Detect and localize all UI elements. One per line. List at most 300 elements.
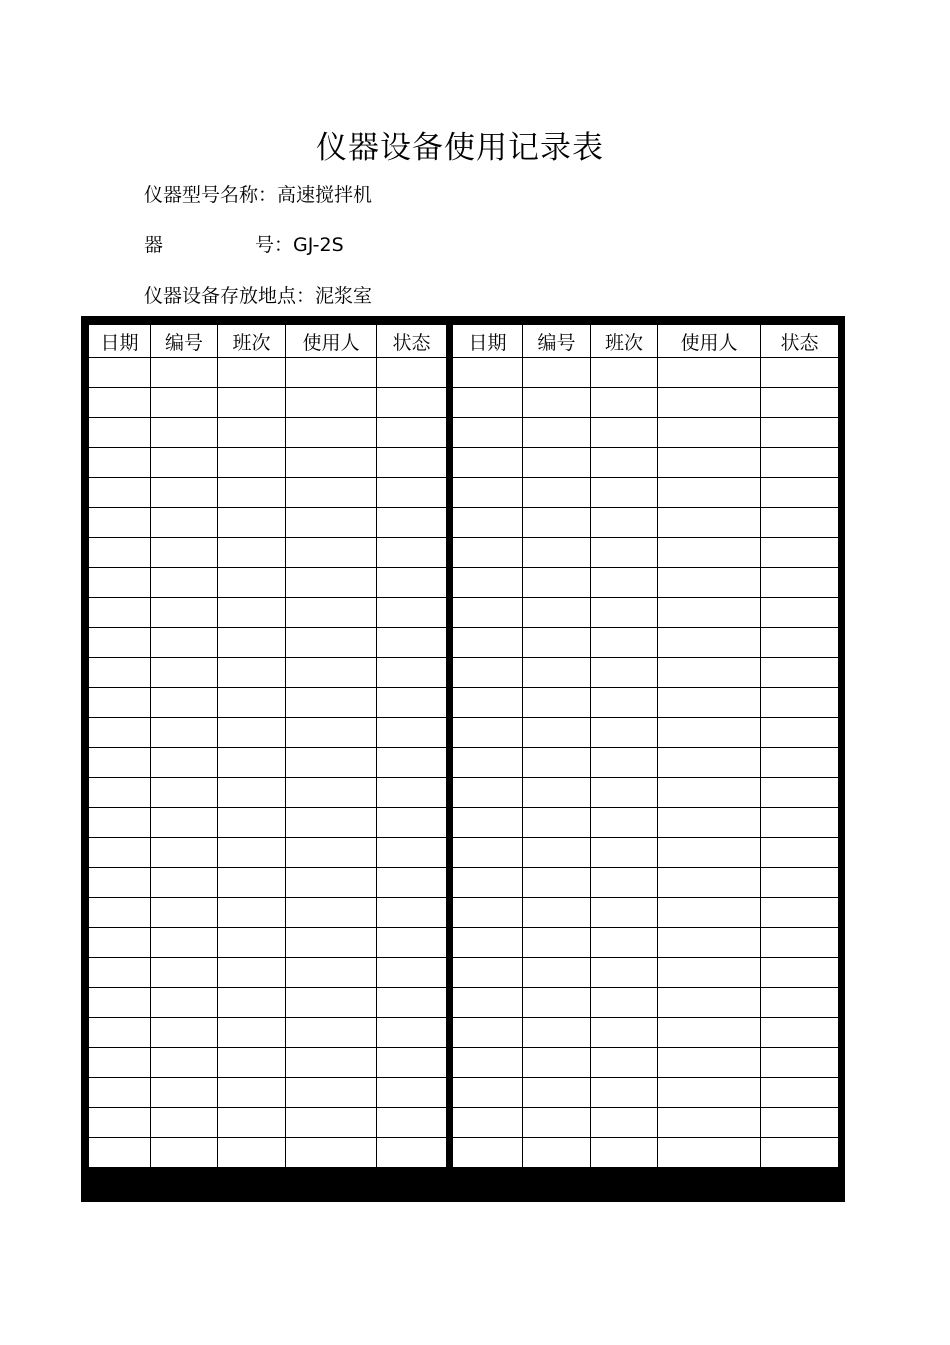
cell-shift	[591, 628, 658, 658]
cell-number	[523, 868, 591, 898]
table-row	[89, 1018, 447, 1048]
cell-date	[453, 928, 523, 958]
cell-number	[523, 628, 591, 658]
cell-shift	[218, 1048, 286, 1078]
cell-number	[151, 748, 218, 778]
header-row	[453, 325, 839, 358]
cell-date	[453, 958, 523, 988]
cell-date	[453, 568, 523, 598]
cell-shift	[591, 988, 658, 1018]
table-row	[89, 808, 447, 838]
cell-status	[761, 478, 839, 508]
table-row	[453, 1078, 839, 1108]
cell-shift	[591, 838, 658, 868]
cell-shift	[218, 1108, 286, 1138]
cell-number	[523, 688, 591, 718]
cell-date	[89, 1048, 151, 1078]
table-row	[89, 1078, 447, 1108]
cell-date	[453, 868, 523, 898]
cell-status	[761, 898, 839, 928]
cell-status	[377, 1048, 447, 1078]
cell-number	[523, 928, 591, 958]
cell-number	[523, 718, 591, 748]
cell-shift	[218, 838, 286, 868]
cell-status	[761, 1108, 839, 1138]
header-user: 使用人	[658, 325, 761, 358]
table-row	[453, 1108, 839, 1138]
cell-user	[658, 688, 761, 718]
table-row	[89, 718, 447, 748]
cell-date	[89, 538, 151, 568]
cell-date	[453, 1018, 523, 1048]
cell-number	[523, 598, 591, 628]
cell-date	[89, 658, 151, 688]
cell-number	[523, 748, 591, 778]
cell-number	[151, 358, 218, 388]
cell-date	[89, 718, 151, 748]
cell-shift	[218, 1078, 286, 1108]
cell-shift	[591, 868, 658, 898]
cell-shift	[591, 538, 658, 568]
cell-number	[523, 538, 591, 568]
cell-date	[89, 688, 151, 718]
table-row	[453, 508, 839, 538]
table-row	[89, 568, 447, 598]
cell-date	[89, 748, 151, 778]
table-row	[89, 598, 447, 628]
cell-number	[523, 808, 591, 838]
cell-number	[523, 658, 591, 688]
table-row	[89, 1108, 447, 1138]
cell-date	[89, 628, 151, 658]
cell-number	[151, 598, 218, 628]
model-value: 高速搅拌机	[277, 184, 373, 206]
cell-shift	[218, 868, 286, 898]
cell-date	[89, 598, 151, 628]
header-date: 日期	[453, 325, 523, 358]
cell-user	[658, 1078, 761, 1108]
cell-date	[453, 778, 523, 808]
cell-user	[658, 838, 761, 868]
cell-user	[658, 958, 761, 988]
cell-date	[453, 658, 523, 688]
cell-user	[658, 928, 761, 958]
cell-user	[658, 1108, 761, 1138]
cell-status	[377, 1018, 447, 1048]
header-number: 编号	[523, 325, 591, 358]
cell-date	[453, 598, 523, 628]
cell-number	[151, 508, 218, 538]
cell-user	[658, 478, 761, 508]
cell-shift	[591, 1018, 658, 1048]
cell-status	[377, 718, 447, 748]
cell-shift	[218, 598, 286, 628]
table-row	[89, 898, 447, 928]
cell-number	[151, 958, 218, 988]
cell-number	[523, 478, 591, 508]
cell-shift	[591, 958, 658, 988]
cell-number	[151, 1138, 218, 1168]
cell-user	[286, 778, 377, 808]
cell-number	[523, 1078, 591, 1108]
cell-number	[523, 988, 591, 1018]
table-row	[89, 1048, 447, 1078]
cell-shift	[218, 988, 286, 1018]
cell-status	[761, 388, 839, 418]
cell-date	[453, 448, 523, 478]
table-row	[453, 808, 839, 838]
header-shift: 班次	[218, 325, 286, 358]
cell-status	[377, 388, 447, 418]
cell-date	[89, 418, 151, 448]
cell-user	[658, 778, 761, 808]
number-value: GJ-2S	[293, 234, 344, 256]
cell-user	[286, 448, 377, 478]
cell-date	[89, 1138, 151, 1168]
cell-shift	[218, 928, 286, 958]
cell-shift	[591, 748, 658, 778]
table-row	[89, 658, 447, 688]
cell-status	[761, 778, 839, 808]
table-row	[453, 448, 839, 478]
cell-user	[286, 1138, 377, 1168]
cell-date	[89, 1018, 151, 1048]
cell-date	[453, 1078, 523, 1108]
table-row	[453, 478, 839, 508]
cell-user	[286, 568, 377, 598]
cell-shift	[218, 1138, 286, 1168]
table-row	[453, 958, 839, 988]
cell-status	[761, 868, 839, 898]
cell-date	[453, 838, 523, 868]
cell-date	[89, 1078, 151, 1108]
page-title: 仪器设备使用记录表	[316, 130, 604, 166]
cell-status	[377, 358, 447, 388]
cell-status	[377, 538, 447, 568]
cell-user	[658, 1048, 761, 1078]
cell-status	[761, 958, 839, 988]
table-row	[453, 778, 839, 808]
record-table-right	[452, 324, 839, 1168]
cell-date	[453, 418, 523, 448]
table-row	[89, 508, 447, 538]
table-row	[453, 928, 839, 958]
table-row	[453, 868, 839, 898]
cell-shift	[591, 1138, 658, 1168]
cell-user	[658, 628, 761, 658]
cell-user	[658, 808, 761, 838]
cell-shift	[218, 538, 286, 568]
cell-status	[761, 1018, 839, 1048]
cell-date	[453, 1048, 523, 1078]
cell-status	[761, 808, 839, 838]
cell-number	[151, 658, 218, 688]
cell-shift	[218, 898, 286, 928]
cell-status	[377, 838, 447, 868]
cell-date	[89, 1108, 151, 1138]
cell-number	[151, 838, 218, 868]
cell-shift	[591, 598, 658, 628]
table-row	[89, 388, 447, 418]
cell-status	[377, 688, 447, 718]
cell-status	[377, 1138, 447, 1168]
cell-status	[377, 508, 447, 538]
location-label: 仪器设备存放地点：	[144, 285, 316, 307]
cell-status	[377, 928, 447, 958]
table-row	[89, 958, 447, 988]
cell-user	[286, 628, 377, 658]
cell-status	[761, 568, 839, 598]
cell-date	[453, 508, 523, 538]
cell-shift	[591, 478, 658, 508]
table-row	[89, 418, 447, 448]
number-line	[144, 230, 344, 257]
cell-number	[151, 928, 218, 958]
cell-date	[89, 508, 151, 538]
cell-user	[286, 508, 377, 538]
cell-user	[658, 658, 761, 688]
cell-shift	[591, 448, 658, 478]
cell-number	[151, 388, 218, 418]
cell-date	[453, 538, 523, 568]
cell-status	[377, 748, 447, 778]
cell-number	[523, 1108, 591, 1138]
cell-number	[523, 388, 591, 418]
table-row	[89, 628, 447, 658]
cell-date	[89, 928, 151, 958]
cell-shift	[591, 568, 658, 598]
cell-status	[377, 898, 447, 928]
table-row	[89, 538, 447, 568]
table-row	[453, 688, 839, 718]
cell-number	[151, 778, 218, 808]
table-row	[89, 1138, 447, 1168]
cell-number	[523, 898, 591, 928]
cell-status	[761, 838, 839, 868]
cell-date	[453, 718, 523, 748]
table-row	[453, 568, 839, 598]
cell-status	[377, 658, 447, 688]
record-table-left	[88, 324, 447, 1168]
table-row	[453, 418, 839, 448]
cell-number	[151, 688, 218, 718]
cell-user	[658, 508, 761, 538]
cell-shift	[591, 658, 658, 688]
cell-shift	[591, 898, 658, 928]
cell-status	[761, 928, 839, 958]
cell-shift	[218, 478, 286, 508]
table-row	[89, 988, 447, 1018]
cell-user	[286, 538, 377, 568]
table-row	[453, 988, 839, 1018]
cell-number	[523, 778, 591, 808]
header-user: 使用人	[286, 325, 377, 358]
cell-shift	[218, 448, 286, 478]
cell-shift	[591, 808, 658, 838]
header-shift: 班次	[591, 325, 658, 358]
cell-number	[523, 358, 591, 388]
header-number: 编号	[151, 325, 218, 358]
cell-user	[286, 418, 377, 448]
table-row	[453, 598, 839, 628]
cell-status	[761, 418, 839, 448]
cell-status	[377, 1078, 447, 1108]
table-row	[453, 748, 839, 778]
cell-number	[523, 1138, 591, 1168]
cell-user	[658, 718, 761, 748]
cell-number	[523, 418, 591, 448]
table-row	[453, 388, 839, 418]
cell-status	[377, 478, 447, 508]
cell-user	[658, 568, 761, 598]
cell-user	[658, 598, 761, 628]
cell-date	[89, 358, 151, 388]
cell-status	[761, 688, 839, 718]
cell-status	[761, 748, 839, 778]
cell-shift	[591, 778, 658, 808]
cell-date	[453, 808, 523, 838]
cell-status	[761, 1138, 839, 1168]
cell-date	[89, 988, 151, 1018]
cell-date	[89, 448, 151, 478]
cell-number	[151, 478, 218, 508]
cell-status	[377, 448, 447, 478]
cell-shift	[218, 568, 286, 598]
cell-user	[286, 358, 377, 388]
cell-user	[286, 868, 377, 898]
cell-user	[658, 1018, 761, 1048]
cell-date	[453, 358, 523, 388]
cell-user	[658, 388, 761, 418]
cell-number	[151, 1048, 218, 1078]
cell-number	[151, 868, 218, 898]
cell-status	[377, 988, 447, 1018]
cell-user	[286, 898, 377, 928]
cell-user	[658, 988, 761, 1018]
cell-number	[151, 1078, 218, 1108]
cell-user	[658, 358, 761, 388]
cell-user	[286, 598, 377, 628]
cell-user	[286, 388, 377, 418]
cell-status	[377, 958, 447, 988]
cell-shift	[218, 778, 286, 808]
cell-number	[523, 508, 591, 538]
cell-date	[453, 1108, 523, 1138]
cell-shift	[218, 958, 286, 988]
cell-number	[151, 718, 218, 748]
cell-status	[377, 598, 447, 628]
cell-shift	[218, 358, 286, 388]
location-value: 泥浆室	[315, 285, 373, 307]
cell-date	[453, 1138, 523, 1168]
cell-shift	[591, 388, 658, 418]
cell-user	[658, 1138, 761, 1168]
cell-number	[151, 568, 218, 598]
cell-shift	[591, 1078, 658, 1108]
cell-status	[761, 1048, 839, 1078]
table-row	[89, 838, 447, 868]
cell-shift	[218, 508, 286, 538]
cell-date	[89, 838, 151, 868]
cell-number	[151, 1108, 218, 1138]
table-row	[89, 778, 447, 808]
cell-shift	[218, 718, 286, 748]
cell-date	[89, 568, 151, 598]
cell-status	[761, 1078, 839, 1108]
cell-status	[761, 628, 839, 658]
table-row	[89, 868, 447, 898]
cell-status	[377, 778, 447, 808]
cell-user	[286, 1078, 377, 1108]
cell-shift	[218, 628, 286, 658]
cell-date	[89, 808, 151, 838]
cell-date	[89, 388, 151, 418]
cell-shift	[591, 928, 658, 958]
table-row	[89, 358, 447, 388]
cell-shift	[591, 418, 658, 448]
cell-date	[453, 628, 523, 658]
cell-number	[523, 1048, 591, 1078]
cell-number	[151, 418, 218, 448]
cell-status	[377, 568, 447, 598]
cell-status	[761, 538, 839, 568]
cell-shift	[591, 1108, 658, 1138]
table-row	[89, 478, 447, 508]
cell-user	[286, 718, 377, 748]
number-label-start: 器	[144, 234, 164, 256]
number-label-end: 号：	[255, 234, 294, 256]
table-row	[89, 448, 447, 478]
cell-number	[523, 448, 591, 478]
cell-number	[151, 808, 218, 838]
cell-number	[523, 1018, 591, 1048]
cell-status	[761, 658, 839, 688]
cell-user	[286, 808, 377, 838]
cell-number	[151, 1018, 218, 1048]
cell-date	[453, 688, 523, 718]
cell-date	[453, 898, 523, 928]
cell-shift	[591, 1048, 658, 1078]
table-row	[89, 928, 447, 958]
cell-shift	[218, 658, 286, 688]
cell-number	[151, 988, 218, 1018]
cell-user	[286, 1018, 377, 1048]
cell-status	[377, 808, 447, 838]
cell-number	[151, 538, 218, 568]
cell-user	[286, 958, 377, 988]
cell-shift	[218, 688, 286, 718]
cell-number	[151, 898, 218, 928]
table-row	[453, 628, 839, 658]
cell-status	[761, 448, 839, 478]
cell-shift	[591, 688, 658, 718]
cell-number	[523, 958, 591, 988]
cell-date	[453, 748, 523, 778]
header-status: 状态	[377, 325, 447, 358]
cell-user	[286, 748, 377, 778]
cell-status	[377, 418, 447, 448]
table-row	[89, 688, 447, 718]
cell-user	[286, 1048, 377, 1078]
model-label: 仪器型号名称：	[144, 184, 278, 206]
cell-number	[151, 628, 218, 658]
cell-user	[286, 928, 377, 958]
table-row	[453, 718, 839, 748]
cell-user	[286, 658, 377, 688]
header-status: 状态	[761, 325, 839, 358]
cell-shift	[591, 358, 658, 388]
cell-status	[761, 988, 839, 1018]
